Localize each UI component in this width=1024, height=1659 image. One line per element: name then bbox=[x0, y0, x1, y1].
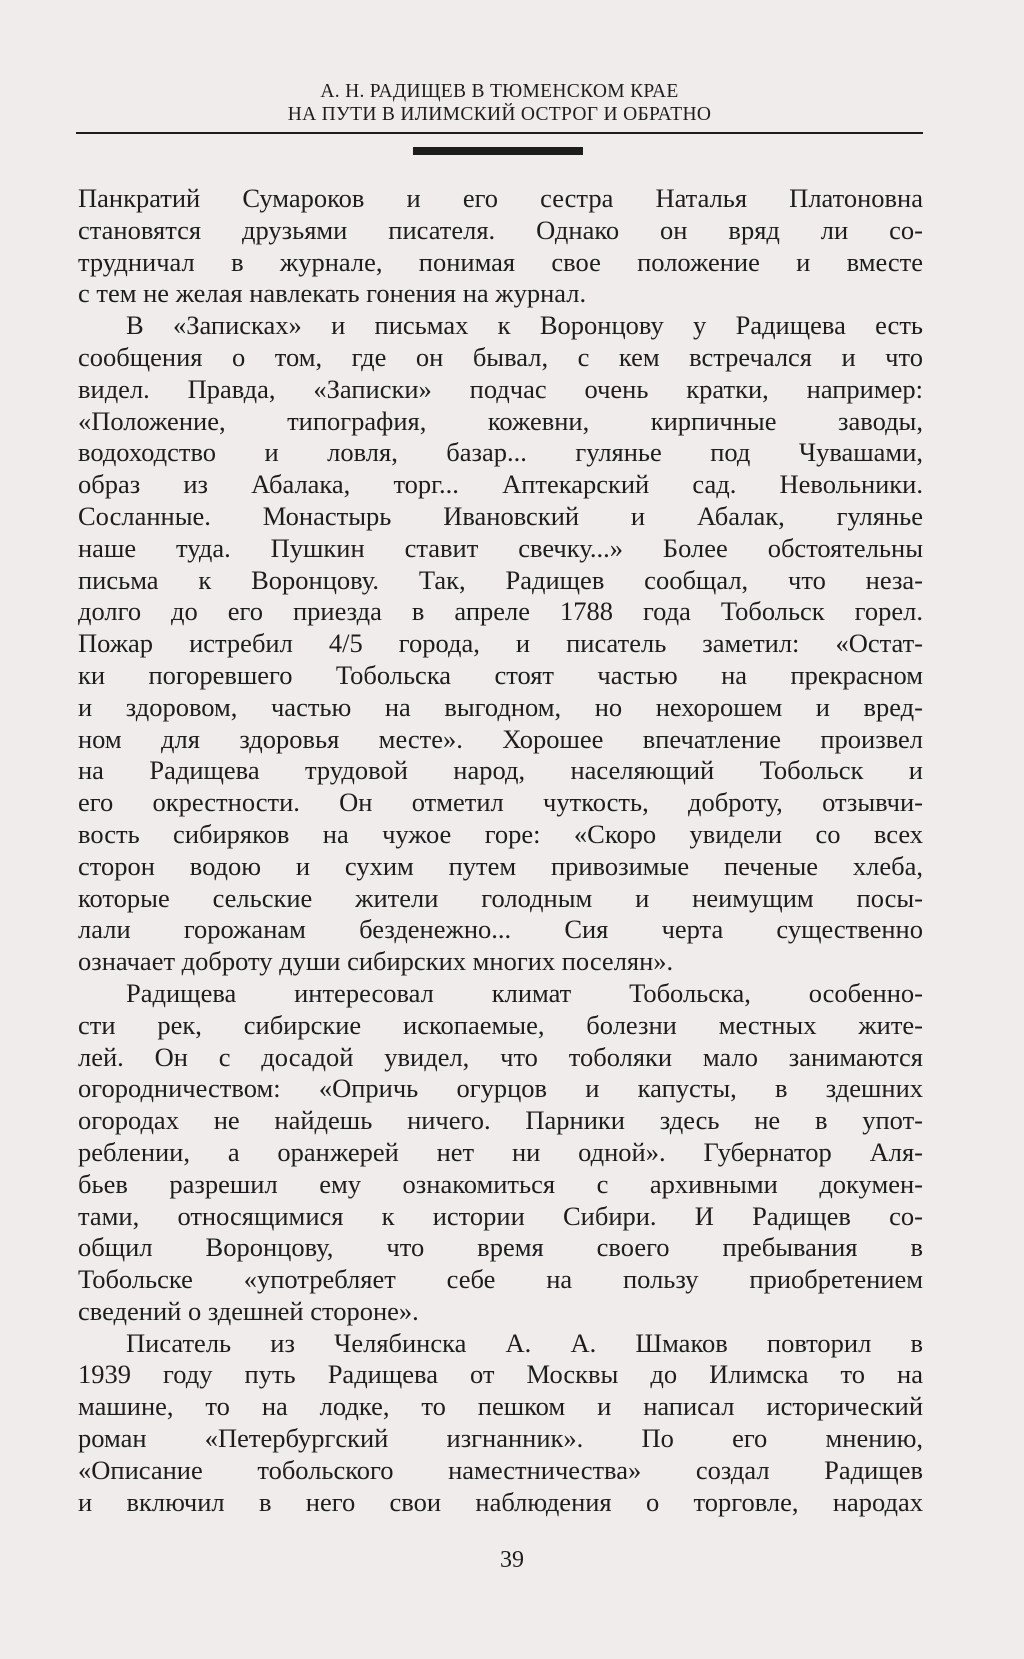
text-line: Тобольске «употребляет себе на пользу приобретением bbox=[78, 1264, 923, 1295]
text-line: лей. Он с досадой увидел, что тоболяки мало занимаются bbox=[78, 1041, 923, 1072]
paragraph bbox=[78, 310, 923, 978]
text-line: огородничеством: «Опричь огурцов и капусты, в здешних bbox=[78, 1073, 923, 1104]
header-ornament-bar bbox=[413, 147, 583, 155]
text-line: роман «Петербургский изгнанник». По его мнению, bbox=[78, 1423, 923, 1454]
text-line: долго до его приезда в апреле 1788 года Тобольск горел. bbox=[78, 596, 923, 627]
text-line: «Описание тобольского наместничества» создал Радищев bbox=[78, 1454, 923, 1485]
text-line: на Радищева трудовой народ, населяющий Тобольск и bbox=[78, 755, 923, 786]
paragraph bbox=[78, 1328, 923, 1519]
text-line: сторон водою и сухим путем привозимые печеные хлеба, bbox=[78, 850, 923, 881]
text-line: ки погоревшего Тобольска стоят частью на прекрасном bbox=[78, 659, 923, 690]
text-line: огородах не найдешь ничего. Парники здесь не в упот- bbox=[78, 1105, 923, 1136]
text-line: с тем не желая навлекать гонения на журнал. bbox=[78, 278, 587, 309]
text-line: и здоровом, частью на выгодном, но нехорошем и вред- bbox=[78, 691, 923, 722]
text-line: Сосланные. Монастырь Ивановский и Абалак, гулянье bbox=[78, 500, 923, 531]
page-number: 39 bbox=[500, 1547, 524, 1573]
body-text bbox=[78, 183, 923, 1518]
text-line: В «Записках» и письмах к Воронцову у Радищева есть bbox=[126, 310, 923, 341]
text-line: общил Воронцову, что время своего пребывания в bbox=[78, 1232, 923, 1263]
text-line: и включил в него свои наблюдения о торговле, народах bbox=[78, 1486, 923, 1517]
text-line: «Положение, типография, кожевни, кирпичные заводы, bbox=[78, 405, 923, 436]
text-line: образ из Абалака, торг... Аптекарский сад. Невольники. bbox=[78, 469, 923, 500]
text-line: водоходство и ловля, базар... гулянье под Чувашами, bbox=[78, 437, 923, 468]
text-line: трудничал в журнале, понимая свое положение и вместе bbox=[78, 246, 923, 277]
text-line: означает доброту души сибирских многих поселян». bbox=[78, 946, 674, 977]
text-line: наше туда. Пушкин ставит свечку...» Более обстоятельны bbox=[78, 532, 923, 563]
paragraph bbox=[78, 978, 923, 1328]
running-head bbox=[76, 80, 923, 126]
text-line: бьев разрешил ему ознакомиться с архивными докумен- bbox=[78, 1168, 923, 1199]
text-line: Пожар истребил 4/5 города, и писатель заметил: «Остат- bbox=[78, 628, 923, 659]
text-line: машине, то на лодке, то пешком и написал исторический bbox=[78, 1391, 923, 1422]
paragraph bbox=[78, 183, 923, 310]
header-rule bbox=[76, 132, 923, 134]
text-line: становятся друзьями писателя. Однако он вряд ли со- bbox=[78, 214, 923, 245]
text-line: Радищева интересовал климат Тобольска, особенно- bbox=[126, 977, 923, 1008]
text-line: реблении, а оранжерей нет ни одной». Губернатор Аля- bbox=[78, 1136, 923, 1167]
text-line: сти рек, сибирские ископаемые, болезни местных жите- bbox=[78, 1009, 923, 1040]
running-head-line-2: НА ПУТИ В ИЛИМСКИЙ ОСТРОГ И ОБРАТНО bbox=[287, 104, 712, 125]
text-line: видел. Правда, «Записки» подчас очень кратки, например: bbox=[78, 373, 923, 404]
text-line: вость сибиряков на чужое горе: «Скоро увидели со всех bbox=[78, 818, 923, 849]
text-line: Писатель из Челябинска А. А. Шмаков повторил в bbox=[126, 1327, 923, 1358]
text-line: тами, относящимися к истории Сибири. И Радищев со- bbox=[78, 1200, 923, 1231]
text-line: сведений о здешней стороне». bbox=[78, 1295, 419, 1326]
text-line: ном для здоровья месте». Хорошее впечатление произвел bbox=[78, 723, 923, 754]
text-line: лали горожанам безденежно... Сия черта существенно bbox=[78, 914, 923, 945]
text-line: письма к Воронцову. Так, Радищев сообщал, что неза- bbox=[78, 564, 923, 595]
text-line: которые сельские жители голодным и неимущим посы- bbox=[78, 882, 923, 913]
text-line: 1939 году путь Радищева от Москвы до Илимска то на bbox=[78, 1359, 923, 1390]
text-line: сообщения о том, где он бывал, с кем встречался и что bbox=[78, 341, 923, 372]
text-line: Панкратий Сумароков и его сестра Наталья Платоновна bbox=[78, 183, 923, 213]
text-line: его окрестности. Он отметил чуткость, доброту, отзывчи- bbox=[78, 787, 923, 818]
running-head-line-1: А. Н. РАДИЩЕВ В ТЮМЕНСКОМ КРАЕ bbox=[320, 81, 679, 102]
